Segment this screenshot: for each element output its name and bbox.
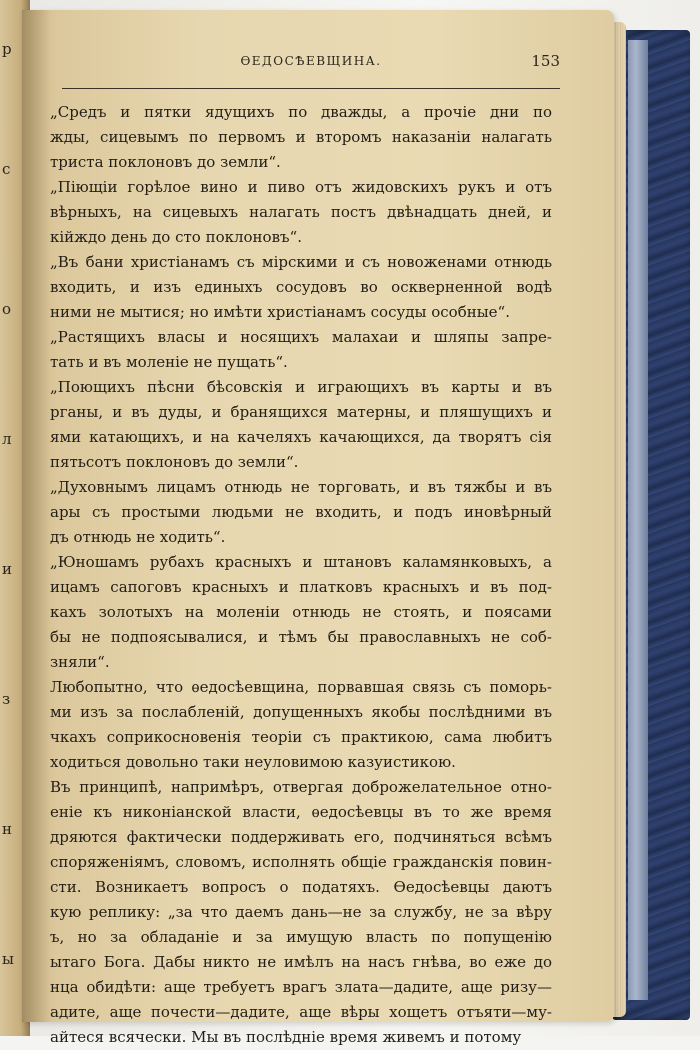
- paragraph: [50, 675, 552, 775]
- text-line: чкахъ соприкосновенія теоріи съ практикою, сама любитъ: [50, 728, 552, 746]
- text-line: ары съ простыми людьми не входить, и подъ иновѣрный: [50, 503, 552, 521]
- text-line: ходиться довольно таки неуловимою казуистикою.: [50, 753, 456, 771]
- facing-page-char: и: [2, 560, 12, 578]
- text-line: нца обидѣти: аще требуетъ врагъ злата—дадите, аще ризу—: [50, 978, 552, 996]
- paragraph: [50, 475, 552, 550]
- gutter-shadow: [22, 10, 50, 1022]
- text-line: „Духовнымъ лицамъ отнюдь не торговать, и въ тяжбы и въ: [50, 478, 552, 496]
- text-line: зняли“.: [50, 653, 110, 671]
- book-page: [22, 10, 614, 1046]
- text-line: ними не мытися; но имѣти христіанамъ сосуды особные“.: [50, 303, 510, 321]
- text-line: айтеся всячески. Мы въ послѣдніе время живемъ и потому: [50, 1028, 522, 1046]
- text-line: „Юношамъ рубахъ красныхъ и штановъ каламянковыхъ, а: [50, 553, 552, 571]
- page-body-text: [50, 100, 552, 1050]
- text-line: кахъ золотыхъ на моленіи отнюдь не стоять, и поясами: [50, 603, 552, 621]
- paragraph: [50, 375, 552, 475]
- text-line: кійждо день до сто поклоновъ“.: [50, 228, 302, 246]
- text-line: пятьсотъ поклоновъ до земли“.: [50, 453, 299, 471]
- text-line: жды, сицевымъ по первомъ и второмъ наказаніи налагать: [50, 128, 552, 146]
- facing-page-char: о: [2, 300, 12, 318]
- text-line: еніе къ никоніанской власти, ѳедосѣевцы въ то же время: [50, 803, 552, 821]
- facing-page-char: з: [2, 690, 11, 708]
- text-line: ицамъ сапоговъ красныхъ и платковъ красныхъ и въ под-: [50, 578, 552, 596]
- text-line: „Въ бани христіанамъ съ мірскими и съ новоженами отнюдь: [50, 253, 552, 271]
- text-line: Любопытно, что ѳедосѣевщина, порвавшая связь съ поморь-: [50, 678, 552, 696]
- text-line: „Растящихъ власы и носящихъ малахаи и шляпы запре-: [50, 328, 552, 346]
- page-number: 153: [531, 52, 560, 70]
- text-line: ями катающихъ, и на качеляхъ качающихся, да творятъ сія: [50, 428, 552, 446]
- page-header: [62, 48, 560, 89]
- text-line: рганы, и въ дуды, и бранящихся матерны, и пляшущихъ и: [50, 403, 552, 421]
- text-line: сти. Возникаетъ вопросъ о податяхъ. Ѳедосѣевцы даютъ: [50, 878, 552, 896]
- running-title: ѲЕДОСѢЕВЩИНА.: [240, 54, 382, 68]
- text-line: адите, аще почести—дадите, аще вѣры хощетъ отъяти—му-: [50, 1003, 552, 1021]
- paragraph: [50, 325, 552, 375]
- paragraph: [50, 775, 552, 1050]
- text-line: бы не подпоясывалися, и тѣмъ бы православныхъ не соб-: [50, 628, 552, 646]
- paragraph: [50, 550, 552, 675]
- text-line: входить, и изъ единыхъ сосудовъ во оскверненной водѣ: [50, 278, 552, 296]
- text-line: дряются фактически поддерживать его, подчиняться всѣмъ: [50, 828, 552, 846]
- facing-page-char: р: [2, 40, 12, 58]
- facing-page-char: ы: [2, 950, 14, 968]
- text-line: Въ принципѣ, напримѣръ, отвергая доброжелательное отно-: [50, 778, 552, 796]
- text-line: ъ, но за обладаніе и за имущую власть по попущенію: [50, 928, 552, 946]
- text-line: „Піющіи горѣлое вино и пиво отъ жидовскихъ рукъ и отъ: [50, 178, 552, 196]
- paragraph: [50, 250, 552, 325]
- facing-page-char: л: [2, 430, 12, 448]
- cover-board-edge: [628, 40, 648, 1000]
- text-line: кую реплику: „за что даемъ дань—не за службу, не за вѣру: [50, 903, 552, 921]
- text-line: споряженіямъ, словомъ, исполнять общіе гражданскія повин-: [50, 853, 552, 871]
- text-line: тать и въ моленіе не пущать“.: [50, 353, 288, 371]
- paragraph: [50, 100, 552, 175]
- facing-page-char: н: [2, 820, 12, 838]
- paragraph: [50, 175, 552, 250]
- text-line: вѣрныхъ, на сицевыхъ налагать постъ двѣнадцать дней, и: [50, 203, 552, 221]
- text-line: дъ отнюдь не ходить“.: [50, 528, 226, 546]
- text-line: триста поклоновъ до земли“.: [50, 153, 281, 171]
- facing-page-char: с: [2, 160, 11, 178]
- text-line: ытаго Бога. Дабы никто не имѣлъ на насъ гнѣва, во еже до: [50, 953, 552, 971]
- text-line: „Средъ и пятки ядущихъ по дважды, а прочіе дни по: [50, 103, 552, 121]
- text-line: ми изъ за послабленій, допущенныхъ якобы послѣдними въ: [50, 703, 552, 721]
- text-line: „Поющихъ пѣсни бѣсовскія и играющихъ въ карты и въ: [50, 378, 552, 396]
